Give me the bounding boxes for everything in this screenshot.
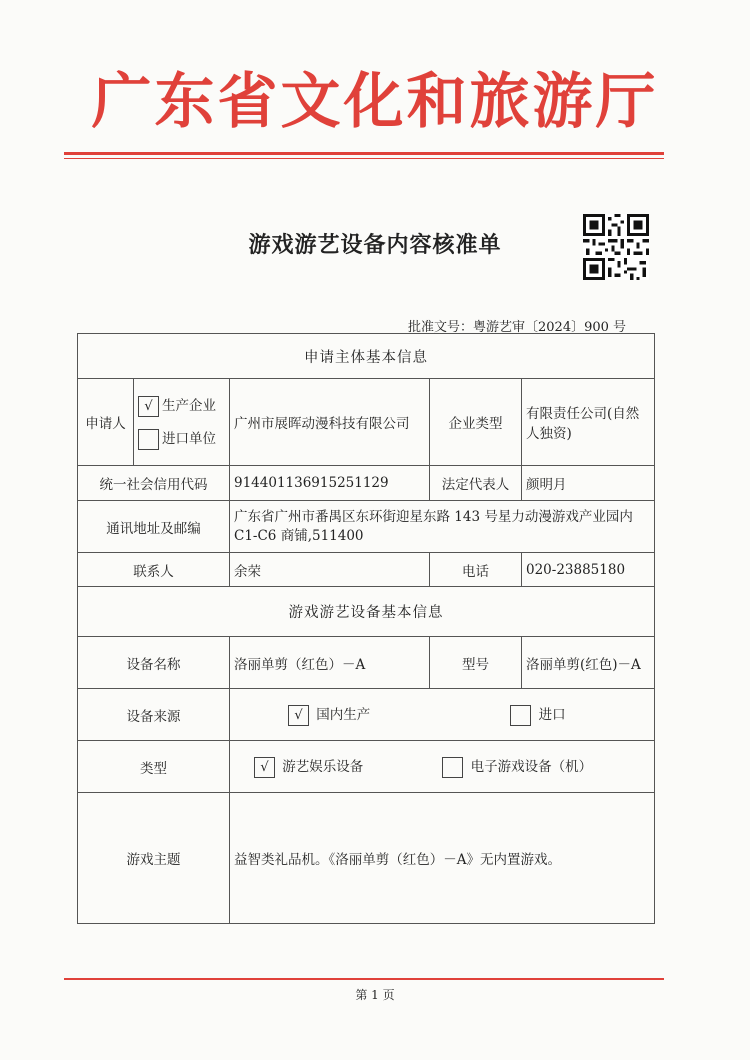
- importer-checkbox[interactable]: [138, 429, 159, 450]
- agency-header: 广东省文化和旅游厅: [91, 67, 659, 137]
- company-type-label: 企业类型: [430, 379, 522, 466]
- applicant-options: [134, 379, 230, 466]
- company-type: 有限责任公司(自然人独资): [522, 379, 655, 466]
- import-label: 进口: [538, 707, 566, 723]
- theme-label: 游戏主题: [78, 793, 230, 924]
- phone-label: 电话: [430, 553, 522, 587]
- model-label: 型号: [430, 637, 522, 689]
- header-rule-thin: [64, 158, 664, 159]
- device-name-label: 设备名称: [78, 637, 230, 689]
- legal-rep-label: 法定代表人: [430, 466, 522, 501]
- company-name: 广州市展晖动漫科技有限公司: [230, 379, 430, 466]
- footer-rule: [64, 978, 664, 980]
- source-options: [230, 689, 655, 741]
- address-label: 通讯地址及邮编: [78, 501, 230, 553]
- type-options: [230, 741, 655, 793]
- producer-checkbox[interactable]: √: [138, 396, 159, 417]
- page-number: 第 1 页: [355, 988, 395, 1002]
- game-theme: 益智类礼品机。《洛丽单剪（红色）－A》无内置游戏。: [230, 793, 655, 924]
- approval-number: 批准文号：粤游艺审〔2024〕900 号: [408, 320, 627, 335]
- credit-code-label: 统一社会信用代码: [78, 466, 230, 501]
- type-label: 类型: [78, 741, 230, 793]
- legal-rep: 颜明月: [522, 466, 655, 501]
- contact: 余荣: [230, 553, 430, 587]
- document-title: 游戏游艺设备内容核准单: [248, 232, 502, 258]
- header-rule-thick: [64, 152, 664, 155]
- electronic-game-checkbox[interactable]: [442, 757, 463, 778]
- address: 广东省广州市番禺区东环街迎星东路 143 号星力动漫游戏产业园内 C1-C6 商铺,511400: [230, 501, 655, 553]
- domestic-label: 国内生产: [316, 707, 371, 723]
- domestic-checkbox[interactable]: √: [288, 705, 309, 726]
- device-name: 洛丽单剪（红色）－A: [230, 637, 430, 689]
- import-checkbox[interactable]: [510, 705, 531, 726]
- electronic-game-label: 电子游戏设备（机）: [470, 759, 593, 775]
- contact-label: 联系人: [78, 553, 230, 587]
- applicant-label: 申请人: [78, 379, 134, 466]
- section-device-title: 游戏游艺设备基本信息: [78, 587, 655, 637]
- phone: 020-23885180: [522, 553, 655, 587]
- importer-label: 进口单位: [162, 431, 216, 447]
- source-label: 设备来源: [78, 689, 230, 741]
- amusement-label: 游艺娱乐设备: [282, 759, 364, 775]
- credit-code: 914401136915251129: [230, 466, 430, 501]
- section-applicant-title: 申请主体基本信息: [78, 334, 655, 379]
- qr-code-icon: [583, 214, 649, 280]
- amusement-checkbox[interactable]: √: [254, 757, 275, 778]
- approval-form-table: [77, 333, 655, 924]
- model: 洛丽单剪(红色)－A: [522, 637, 655, 689]
- producer-label: 生产企业: [162, 398, 216, 414]
